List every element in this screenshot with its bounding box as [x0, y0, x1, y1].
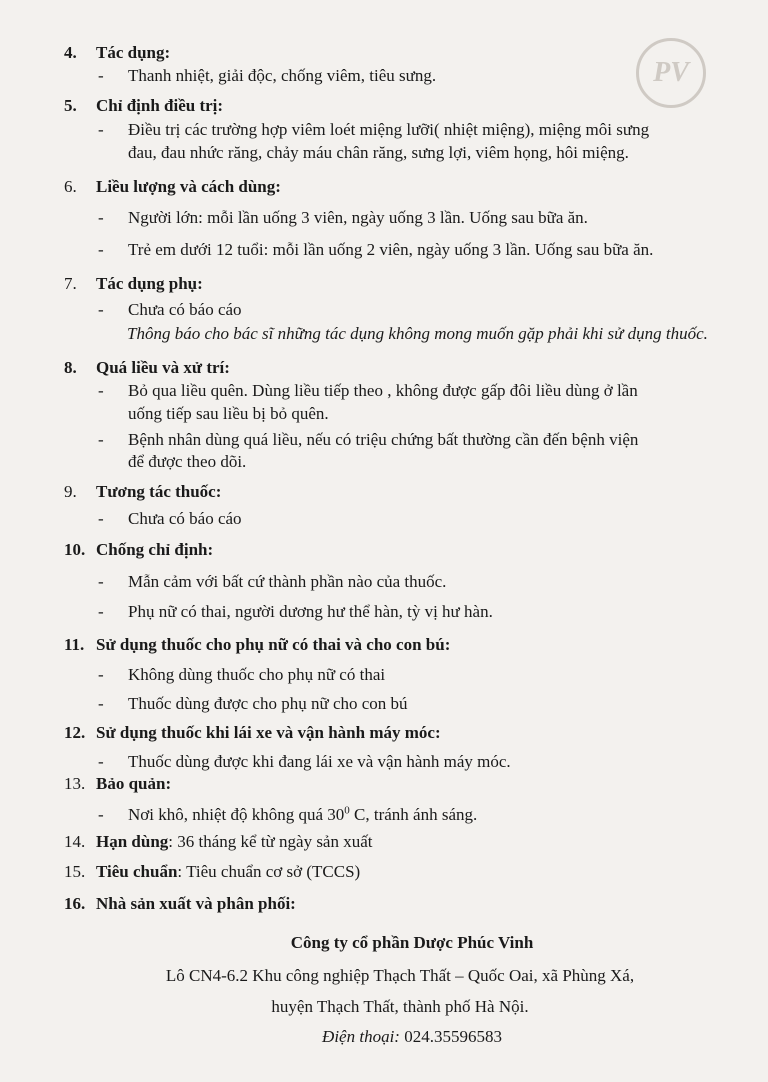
side-effect-note: Thông báo cho bác sĩ những tác dụng không mong muốn gặp phải khi sử dụng thuốc. [127, 324, 708, 343]
bullet-dash: - [98, 694, 104, 713]
list-item [98, 208, 588, 228]
section-4-heading [64, 43, 170, 63]
bullet-text: Bỏ qua liều quên. Dùng liều tiếp theo , không được gấp đôi liều dùng ở lần [128, 381, 638, 400]
company-phone [28, 1027, 768, 1047]
bullet-dash: - [98, 208, 104, 227]
bullet-dash: - [98, 66, 104, 85]
bullet-dash: - [98, 665, 104, 684]
section-13-heading [64, 774, 171, 794]
section-15-heading [64, 862, 360, 882]
bullet-dash: - [98, 381, 104, 400]
degree-superscript: 0 [344, 804, 350, 817]
list-item [98, 120, 649, 140]
section-title: Chỉ định điều trị: [96, 96, 224, 115]
bullet-text: Trẻ em dưới 12 tuổi: mỗi lần uống 2 viên, ngày uống 3 lần. Uống sau bữa ăn. [128, 240, 654, 259]
list-item [98, 805, 477, 825]
section-number: 5. [64, 96, 77, 115]
section-title: Tác dụng: [96, 43, 171, 62]
section-title: Nhà sản xuất và phân phối: [96, 894, 296, 913]
section-number: 4. [64, 43, 77, 62]
section-title: Quá liều và xử trí: [96, 358, 230, 377]
list-item-continuation: để được theo dõi. [128, 452, 247, 471]
section-11-heading [64, 635, 450, 655]
list-item [98, 509, 242, 529]
company-address-line-1: Lô CN4-6.2 Khu công nghiệp Thạch Thất – Quốc Oai, xã Phùng Xá, [165, 966, 635, 985]
bullet-dash: - [98, 430, 104, 449]
list-item [98, 665, 385, 685]
section-title: Liều lượng và cách dùng: [96, 177, 281, 196]
bullet-dash: - [98, 300, 104, 319]
section-8-heading [64, 358, 230, 378]
bullet-text: Bệnh nhân dùng quá liều, nếu có triệu chứng bất thường cần đến bệnh viện [128, 430, 639, 449]
list-item [98, 602, 493, 622]
bullet-text: Không dùng thuốc cho phụ nữ có thai [128, 665, 386, 684]
section-number: 15. [64, 862, 86, 881]
section-title: Tác dụng phụ: [96, 274, 203, 293]
company-logo-watermark [636, 38, 706, 108]
section-5-heading [64, 96, 223, 116]
bullet-text: Người lớn: mỗi lần uống 3 viên, ngày uống 3 lần. Uống sau bữa ăn. [128, 208, 588, 227]
section-6-heading [64, 177, 281, 197]
section-9-heading [64, 482, 221, 502]
section-title: Tương tác thuốc: [96, 482, 222, 501]
bullet-text: Phụ nữ có thai, người dương hư thể hàn, tỳ vị hư hàn. [128, 602, 493, 621]
section-title: Sử dụng thuốc cho phụ nữ có thai và cho con bú: [96, 635, 451, 654]
section-value: : 36 tháng kể từ ngày sản xuất [168, 832, 373, 851]
bullet-text: Thanh nhiệt, giải độc, chống viêm, tiêu sưng. [128, 66, 437, 85]
section-number: 11. [64, 635, 85, 654]
section-10-heading [64, 540, 213, 560]
bullet-text: Chưa có báo cáo [128, 300, 242, 319]
section-number: 14. [64, 832, 86, 851]
list-item [98, 240, 653, 260]
bullet-dash: - [98, 805, 104, 824]
list-item [98, 430, 638, 450]
bullet-text: Mẫn cảm với bất cứ thành phần nào của thuốc. [128, 572, 447, 591]
bullet-text: Nơi khô, nhiệt độ không quá 30 [128, 805, 345, 824]
section-number: 9. [64, 482, 77, 501]
list-item [98, 300, 242, 320]
section-number: 10. [64, 540, 86, 559]
logo-text: PV [653, 57, 689, 88]
section-value: : Tiêu chuẩn cơ sở (TCCS) [177, 862, 361, 881]
list-item [98, 381, 638, 401]
list-item-continuation: uống tiếp sau liều bị bỏ quên. [128, 404, 329, 423]
section-title: Bảo quản: [96, 774, 172, 793]
section-7-heading [64, 274, 203, 294]
bullet-text: Chưa có báo cáo [128, 509, 242, 528]
bullet-dash: - [98, 120, 104, 139]
section-title: Hạn dùng [96, 832, 169, 851]
bullet-text: Điều trị các trường hợp viêm loét miệng lưỡi( nhiệt miệng), miệng môi sưng [128, 120, 650, 139]
section-number: 8. [64, 358, 77, 377]
list-item [98, 752, 511, 772]
bullet-dash: - [98, 572, 104, 591]
list-item [98, 572, 446, 592]
list-item [98, 694, 408, 714]
section-16-heading [64, 894, 296, 914]
section-title: Tiêu chuẩn [96, 862, 178, 881]
bullet-text-end: C, tránh ánh sáng. [349, 805, 478, 824]
bullet-text: Thuốc dùng được cho phụ nữ cho con bú [128, 694, 408, 713]
section-14-heading [64, 832, 373, 852]
company-address-line-2: huyện Thạch Thất, thành phố Hà Nội. [271, 997, 529, 1016]
bullet-dash: - [98, 752, 104, 771]
section-number: 7. [64, 274, 77, 293]
bullet-dash: - [98, 509, 104, 528]
section-title: Sử dụng thuốc khi lái xe và vận hành máy móc: [96, 723, 441, 742]
bullet-text: Thuốc dùng được khi đang lái xe và vận hành máy móc. [128, 752, 511, 771]
list-item-continuation: đau, đau nhức răng, chảy máu chân răng, sưng lợi, viêm họng, hôi miệng. [128, 143, 629, 162]
section-number: 16. [64, 894, 86, 913]
phone-label: Điện thoại: [322, 1027, 400, 1046]
section-12-heading [64, 723, 441, 743]
list-item [98, 66, 436, 86]
section-number: 13. [64, 774, 86, 793]
section-number: 12. [64, 723, 86, 742]
bullet-dash: - [98, 602, 104, 621]
company-name: Công ty cổ phần Dược Phúc Vinh [290, 933, 534, 952]
bullet-dash: - [98, 240, 104, 259]
section-title: Chống chỉ định: [96, 540, 214, 559]
section-number: 6. [64, 177, 77, 196]
phone-number: 024.35596583 [399, 1027, 502, 1046]
